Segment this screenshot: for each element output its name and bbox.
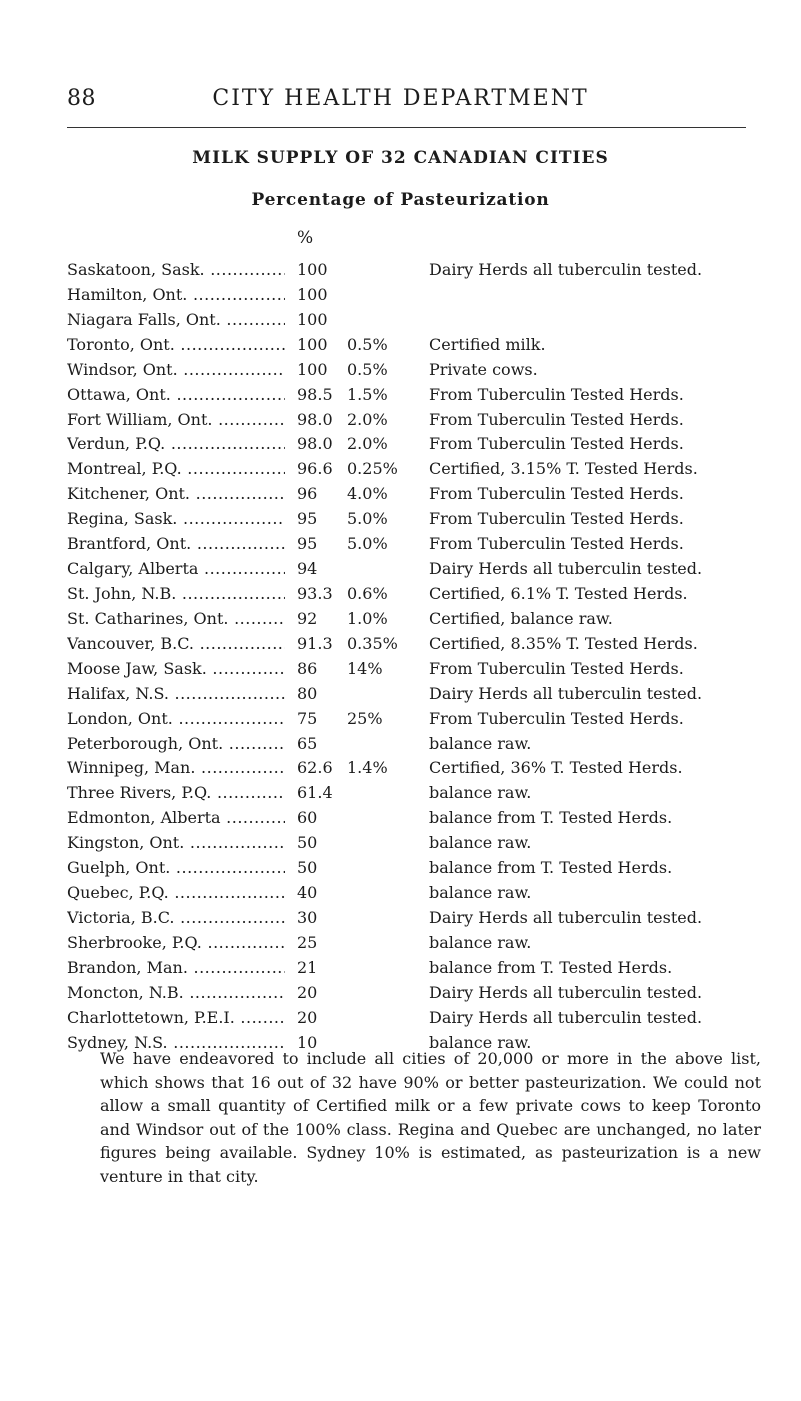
table-row [67, 557, 767, 582]
city-name: Toronto, Ont. ..... [67, 333, 285, 358]
city-name: Verdun, P.Q. ..... [67, 432, 285, 457]
table-row [67, 632, 767, 657]
pasteurization-percent: 100 [285, 258, 357, 283]
table-row [67, 358, 767, 383]
table-row [67, 457, 767, 482]
table-row [67, 308, 767, 333]
city-name: Niagara Falls, Ont. ..... [67, 308, 285, 333]
header-rule [67, 127, 746, 128]
supply-note: balance raw. [429, 783, 532, 803]
table-row [67, 981, 767, 1006]
city-name: Hamilton, Ont. ..... [67, 283, 285, 308]
table-row [67, 607, 767, 632]
table-row [67, 732, 767, 757]
city-name: Windsor, Ont. ..... [67, 358, 285, 383]
other-supply-percent: 0.25% [347, 459, 398, 479]
supply-note: From Tuberculin Tested Herds. [429, 434, 684, 454]
pasteurization-percent: 75 [285, 707, 357, 732]
other-supply-percent: 0.5% [347, 334, 388, 354]
table-row [67, 657, 767, 682]
pasteurization-percent: 98.5 [285, 383, 357, 408]
page-number: 88 [67, 86, 96, 111]
table-row [67, 806, 767, 831]
table-row [67, 408, 767, 433]
city-name: Guelph, Ont. ..... [67, 856, 285, 881]
table-row [67, 906, 767, 931]
supply-note: balance raw. [429, 883, 532, 903]
pasteurization-percent: 95 [285, 507, 357, 532]
pasteurization-table [67, 258, 767, 1056]
supply-note: balance raw. [429, 733, 532, 753]
city-name: Quebec, P.Q. ..... [67, 881, 285, 906]
table-row [67, 781, 767, 806]
pasteurization-percent: 30 [285, 906, 357, 931]
other-supply-percent: 14% [347, 658, 383, 678]
city-name: Calgary, Alberta ..... [67, 557, 285, 582]
city-name: Brantford, Ont. ..... [67, 532, 285, 557]
other-supply-percent: 25% [347, 708, 383, 728]
supply-note: From Tuberculin Tested Herds. [429, 384, 684, 404]
supply-note: Certified milk. [429, 334, 546, 354]
other-supply-percent: 0.35% [347, 633, 398, 653]
pasteurization-percent: 10 [285, 1031, 357, 1056]
supply-note: From Tuberculin Tested Herds. [429, 658, 684, 678]
running-head: CITY HEALTH DEPARTMENT [212, 86, 589, 111]
pasteurization-percent: 50 [285, 856, 357, 881]
pasteurization-percent: 100 [285, 333, 357, 358]
city-name: Moncton, N.B. ..... [67, 981, 285, 1006]
table-subtitle: Percentage of Pasteurization [251, 190, 550, 210]
city-name: St. John, N.B. ..... [67, 582, 285, 607]
other-supply-percent: 1.5% [347, 384, 388, 404]
other-supply-percent: 4.0% [347, 484, 388, 504]
pasteurization-percent: 96.6 [285, 457, 357, 482]
pasteurization-percent: 20 [285, 981, 357, 1006]
percent-column-header: % [297, 228, 314, 248]
supply-note: Private cows. [429, 359, 538, 379]
pasteurization-percent: 100 [285, 308, 357, 333]
table-row [67, 532, 767, 557]
supply-note: From Tuberculin Tested Herds. [429, 509, 684, 529]
city-name: Brandon, Man. ..... [67, 956, 285, 981]
table-row [67, 956, 767, 981]
pasteurization-percent: 80 [285, 682, 357, 707]
supply-note: balance from T. Tested Herds. [429, 808, 673, 828]
table-row [67, 707, 767, 732]
city-name: Saskatoon, Sask. ..... [67, 258, 285, 283]
city-name: Charlottetown, P.E.I. ..... [67, 1006, 285, 1031]
table-row [67, 283, 767, 308]
other-supply-percent: 5.0% [347, 534, 388, 554]
pasteurization-percent: 100 [285, 358, 357, 383]
pasteurization-percent: 96 [285, 482, 357, 507]
table-row [67, 432, 767, 457]
city-name: Peterborough, Ont. ..... [67, 732, 285, 757]
city-name: Victoria, B.C. ..... [67, 906, 285, 931]
pasteurization-percent: 100 [285, 283, 357, 308]
city-name: Sydney, N.S. ..... [67, 1031, 285, 1056]
pasteurization-percent: 21 [285, 956, 357, 981]
supply-note: Dairy Herds all tuberculin tested. [429, 260, 703, 279]
pasteurization-percent: 94 [285, 557, 357, 582]
other-supply-percent: 5.0% [347, 509, 388, 529]
supply-note: balance raw. [429, 1032, 532, 1052]
pasteurization-percent: 25 [285, 931, 357, 956]
table-row [67, 856, 767, 881]
city-name: Sherbrooke, P.Q. ..... [67, 931, 285, 956]
pasteurization-percent: 86 [285, 657, 357, 682]
supply-note: Certified, 36% T. Tested Herds. [429, 758, 683, 778]
pasteurization-percent: 65 [285, 732, 357, 757]
other-supply-percent: 1.4% [347, 758, 388, 778]
pasteurization-percent: 98.0 [285, 432, 357, 457]
supply-note: From Tuberculin Tested Herds. [429, 708, 684, 728]
city-name: Fort William, Ont. ..... [67, 408, 285, 433]
pasteurization-percent: 61.4 [285, 781, 357, 806]
supply-note: From Tuberculin Tested Herds. [429, 409, 684, 429]
supply-note: Certified, 8.35% T. Tested Herds. [429, 633, 698, 653]
other-supply-percent: 2.0% [347, 434, 388, 454]
supply-note: balance raw. [429, 833, 532, 853]
table-row [67, 383, 767, 408]
supply-note: balance raw. [429, 932, 532, 952]
city-name: Winnipeg, Man. ..... [67, 756, 285, 781]
pasteurization-percent: 20 [285, 1006, 357, 1031]
pasteurization-percent: 91.3 [285, 632, 357, 657]
city-name: London, Ont. ..... [67, 707, 285, 732]
supply-note: Dairy Herds all tuberculin tested. [429, 1007, 703, 1027]
supply-note: Certified, 3.15% T. Tested Herds. [429, 459, 698, 479]
table-row [67, 582, 767, 607]
table-row [67, 333, 767, 358]
city-name: Regina, Sask. ..... [67, 507, 285, 532]
supply-note: Certified, balance raw. [429, 608, 613, 628]
pasteurization-percent: 93.3 [285, 582, 357, 607]
supply-note: Dairy Herds all tuberculin tested. [429, 982, 703, 1002]
supply-note: From Tuberculin Tested Herds. [429, 484, 684, 504]
pasteurization-percent: 60 [285, 806, 357, 831]
supply-note: balance from T. Tested Herds. [429, 858, 673, 878]
table-row [67, 756, 767, 781]
table-row [67, 831, 767, 856]
pasteurization-percent: 40 [285, 881, 357, 906]
supply-note: Dairy Herds all tuberculin tested. [429, 907, 703, 927]
city-name: Ottawa, Ont. ..... [67, 383, 285, 408]
other-supply-percent: 1.0% [347, 608, 388, 628]
city-name: Edmonton, Alberta ..... [67, 806, 285, 831]
city-name: Vancouver, B.C. ..... [67, 632, 285, 657]
pasteurization-percent: 95 [285, 532, 357, 557]
table-row [67, 258, 767, 283]
table-row [67, 881, 767, 906]
pasteurization-percent: 62.6 [285, 756, 357, 781]
city-name: Halifax, N.S. ..... [67, 682, 285, 707]
pasteurization-percent: 50 [285, 831, 357, 856]
supply-note: From Tuberculin Tested Herds. [429, 534, 684, 554]
city-name: Montreal, P.Q. ..... [67, 457, 285, 482]
table-title: MILK SUPPLY OF 32 CANADIAN CITIES [192, 148, 609, 168]
city-name: Moose Jaw, Sask. ..... [67, 657, 285, 682]
other-supply-percent: 0.6% [347, 583, 388, 603]
table-row [67, 507, 767, 532]
table-row [67, 682, 767, 707]
explanatory-paragraph: We have endeavored to include all cities of 20,000 or more in the above list, which shows that 16 out of 32 have 90% or better pasteurization. We could not allow a small quantity of Certified milk or a few private cows to keep Toronto and Windsor out of the 100% class. Regina and Quebec are unchanged, no later figures being available. Sydney 10% is estimated, as pasteurization is a new venture in that city. [100, 1049, 761, 1186]
city-name: Three Rivers, P.Q. ..... [67, 781, 285, 806]
table-row [67, 482, 767, 507]
pasteurization-percent: 98.0 [285, 408, 357, 433]
city-name: St. Catharines, Ont. ..... [67, 607, 285, 632]
supply-note: Dairy Herds all tuberculin tested. [429, 559, 703, 579]
other-supply-percent: 2.0% [347, 409, 388, 429]
table-row [67, 931, 767, 956]
supply-note: Dairy Herds all tuberculin tested. [429, 683, 703, 703]
supply-note: balance from T. Tested Herds. [429, 957, 673, 977]
table-row [67, 1006, 767, 1031]
supply-note: Certified, 6.1% T. Tested Herds. [429, 583, 688, 603]
pasteurization-percent: 92 [285, 607, 357, 632]
city-name: Kitchener, Ont. ..... [67, 482, 285, 507]
city-name: Kingston, Ont. ..... [67, 831, 285, 856]
other-supply-percent: 0.5% [347, 359, 388, 379]
